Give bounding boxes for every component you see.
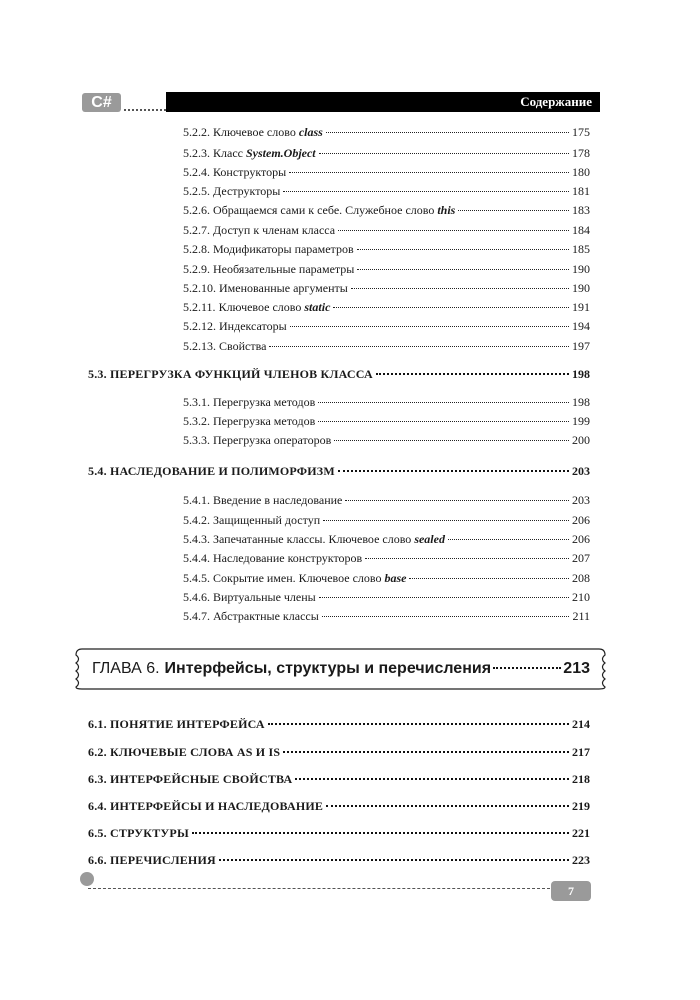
entry-keyword: base bbox=[384, 571, 407, 585]
entry-number: 5.2.3. bbox=[183, 146, 210, 160]
dot-leader bbox=[318, 421, 569, 422]
entry-title: Перегрузка методов bbox=[213, 395, 316, 409]
entry-title: Модификаторы параметров bbox=[213, 242, 354, 256]
section-page: 218 bbox=[572, 772, 590, 786]
dot-leader bbox=[493, 667, 561, 669]
toc-entry[interactable] bbox=[183, 339, 590, 354]
toc-section[interactable] bbox=[88, 799, 590, 814]
entry-number: 5.3.2. bbox=[183, 414, 210, 428]
dot-leader bbox=[338, 230, 569, 231]
dot-leader bbox=[458, 210, 569, 211]
toc-entry[interactable] bbox=[183, 493, 590, 508]
toc-entry[interactable] bbox=[183, 571, 590, 586]
entry-page: 199 bbox=[572, 414, 590, 428]
dot-leader bbox=[322, 616, 570, 617]
toc-section[interactable] bbox=[88, 745, 590, 760]
section-page: 219 bbox=[572, 799, 590, 813]
dot-leader bbox=[376, 373, 569, 375]
toc-section[interactable] bbox=[88, 464, 590, 479]
entry-number: 5.2.10. bbox=[183, 281, 216, 295]
section-page: 203 bbox=[572, 464, 590, 478]
footer-dashed-rule bbox=[88, 888, 550, 889]
entry-title: Защищенный доступ bbox=[213, 513, 321, 527]
language-badge: C# bbox=[82, 93, 121, 112]
entry-title: Необязательные параметры bbox=[213, 262, 355, 276]
entry-page: 181 bbox=[572, 184, 590, 198]
entry-number: 5.2.4. bbox=[183, 165, 210, 179]
entry-title: Ключевое слово bbox=[213, 125, 299, 139]
page-number: 7 bbox=[551, 881, 591, 901]
entry-title: Запечатанные классы. Ключевое слово bbox=[213, 532, 415, 546]
dot-leader bbox=[323, 520, 569, 521]
entry-keyword: class bbox=[298, 125, 323, 139]
entry-number: 5.4.1. bbox=[183, 493, 210, 507]
section-title: 6.4. ИНТЕРФЕЙСЫ И НАСЛЕДОВАНИЕ bbox=[88, 799, 324, 813]
dot-leader bbox=[268, 723, 569, 725]
section-title: 5.3. ПЕРЕГРУЗКА ФУНКЦИЙ ЧЛЕНОВ КЛАССА bbox=[88, 367, 373, 381]
entry-number: 5.2.2. bbox=[183, 125, 210, 139]
dot-leader bbox=[283, 751, 569, 753]
entry-page: 207 bbox=[572, 551, 590, 565]
entry-title: Класс bbox=[213, 146, 246, 160]
entry-title: Наследование конструкторов bbox=[213, 551, 363, 565]
toc-entry[interactable] bbox=[183, 242, 590, 257]
dot-leader bbox=[409, 578, 569, 579]
entry-title: Виртуальные члены bbox=[213, 590, 316, 604]
entry-keyword: sealed bbox=[414, 532, 445, 546]
entry-number: 5.2.7. bbox=[183, 223, 210, 237]
dot-leader bbox=[289, 172, 569, 173]
toc-entry[interactable] bbox=[183, 395, 590, 410]
section-page: 223 bbox=[572, 853, 590, 867]
entry-title: Ключевое слово bbox=[218, 300, 305, 314]
chapter-label: ГЛАВА 6. bbox=[92, 660, 160, 677]
dot-leader bbox=[338, 470, 569, 472]
dot-leader bbox=[283, 191, 569, 192]
chapter-page: 213 bbox=[563, 660, 590, 677]
toc-entry[interactable] bbox=[183, 146, 590, 161]
entry-number: 5.4.2. bbox=[183, 513, 210, 527]
entry-page: 198 bbox=[572, 395, 590, 409]
entry-keyword: static bbox=[304, 300, 331, 314]
dot-leader bbox=[219, 859, 569, 861]
section-title: 5.4. НАСЛЕДОВАНИЕ И ПОЛИМОРФИЗМ bbox=[88, 464, 335, 478]
section-page: 217 bbox=[572, 745, 590, 759]
entry-title: Конструкторы bbox=[213, 165, 287, 179]
dot-leader bbox=[345, 500, 569, 501]
entry-page: 210 bbox=[572, 590, 590, 604]
entry-number: 5.4.6. bbox=[183, 590, 210, 604]
toc-entry[interactable] bbox=[183, 551, 590, 566]
entry-page: 211 bbox=[572, 609, 590, 623]
entry-page: 200 bbox=[572, 433, 590, 447]
entry-page: 185 bbox=[572, 242, 590, 256]
toc-entry[interactable] bbox=[183, 609, 590, 624]
chapter-title: Интерфейсы, структуры и перечисления bbox=[164, 660, 492, 677]
entry-page: 190 bbox=[572, 262, 590, 276]
toc-entry[interactable] bbox=[183, 262, 590, 277]
entry-page: 206 bbox=[572, 532, 590, 546]
toc-entry[interactable] bbox=[183, 590, 590, 605]
dot-leader bbox=[334, 440, 569, 441]
toc-entry[interactable] bbox=[183, 319, 590, 334]
section-title: 6.3. ИНТЕРФЕЙСНЫЕ СВОЙСТВА bbox=[88, 772, 293, 786]
toc-section[interactable] bbox=[88, 367, 590, 382]
toc-entry[interactable] bbox=[183, 184, 590, 199]
toc-entry[interactable] bbox=[183, 433, 590, 448]
entry-number: 5.2.8. bbox=[183, 242, 210, 256]
entry-number: 5.3.3. bbox=[183, 433, 210, 447]
entry-page: 206 bbox=[572, 513, 590, 527]
entry-number: 5.4.4. bbox=[183, 551, 210, 565]
entry-title: Доступ к членам класса bbox=[213, 223, 336, 237]
entry-keyword: System.Object bbox=[245, 146, 316, 160]
toc-entry[interactable] bbox=[183, 300, 590, 315]
toc-section[interactable] bbox=[88, 853, 590, 868]
toc-section[interactable] bbox=[88, 717, 590, 732]
toc-entry[interactable] bbox=[183, 513, 590, 528]
section-page: 198 bbox=[572, 367, 590, 381]
section-page: 221 bbox=[572, 826, 590, 840]
entry-number: 5.4.3. bbox=[183, 532, 210, 546]
toc-entry[interactable] bbox=[183, 281, 590, 296]
section-page: 214 bbox=[572, 717, 590, 731]
entry-page: 178 bbox=[572, 146, 590, 160]
toc-entry[interactable] bbox=[183, 223, 590, 238]
entry-page: 184 bbox=[572, 223, 590, 237]
section-title: 6.5. СТРУКТУРЫ bbox=[88, 826, 189, 840]
header-bar bbox=[166, 92, 600, 112]
running-title: Содержание bbox=[520, 94, 592, 109]
entry-title: Перегрузка методов bbox=[213, 414, 316, 428]
toc-entry[interactable] bbox=[183, 532, 590, 547]
dot-leader bbox=[326, 805, 569, 807]
dot-leader bbox=[318, 402, 569, 403]
entry-title: Именованные аргументы bbox=[219, 281, 348, 295]
entry-keyword: this bbox=[437, 203, 456, 217]
entry-number: 5.2.6. bbox=[183, 203, 210, 217]
toc-entry[interactable] bbox=[183, 165, 590, 180]
entry-page: 208 bbox=[572, 571, 590, 585]
toc-entry[interactable] bbox=[183, 203, 590, 218]
entry-number: 5.3.1. bbox=[183, 395, 210, 409]
entry-title: Деструкторы bbox=[213, 184, 281, 198]
chapter-heading[interactable] bbox=[92, 660, 590, 678]
entry-page: 183 bbox=[572, 203, 590, 217]
entry-page: 180 bbox=[572, 165, 590, 179]
entry-number: 5.2.13. bbox=[183, 339, 216, 353]
dot-leader bbox=[295, 778, 569, 780]
entry-number: 5.2.9. bbox=[183, 262, 210, 276]
entry-title: Индексаторы bbox=[219, 319, 287, 333]
entry-page: 203 bbox=[572, 493, 590, 507]
header-dotted-rule bbox=[124, 109, 166, 111]
dot-leader bbox=[290, 326, 569, 327]
dot-leader bbox=[357, 249, 569, 250]
dot-leader bbox=[351, 288, 569, 289]
dot-leader bbox=[319, 597, 569, 598]
section-title: 6.6. ПЕРЕЧИСЛЕНИЯ bbox=[88, 853, 216, 867]
footer-circle-marker bbox=[80, 872, 94, 886]
toc-section[interactable] bbox=[88, 826, 590, 841]
entry-page: 191 bbox=[572, 300, 590, 314]
entry-page: 194 bbox=[572, 319, 590, 333]
toc-entry[interactable] bbox=[183, 125, 590, 140]
toc-entry[interactable] bbox=[183, 414, 590, 429]
entry-page: 175 bbox=[572, 125, 590, 139]
dot-leader bbox=[448, 539, 569, 540]
entry-number: 5.2.5. bbox=[183, 184, 210, 198]
entry-title: Сокрытие имен. Ключевое слово bbox=[213, 571, 385, 585]
dot-leader bbox=[192, 832, 569, 834]
section-title: 6.2. КЛЮЧЕВЫЕ СЛОВА AS И IS bbox=[88, 745, 281, 759]
entry-number: 5.4.7. bbox=[183, 609, 210, 623]
dot-leader bbox=[319, 153, 569, 154]
dot-leader bbox=[333, 307, 569, 308]
section-title: 6.1. ПОНЯТИЕ ИНТЕРФЕЙСА bbox=[88, 717, 265, 731]
entry-title: Свойства bbox=[219, 339, 267, 353]
entry-number: 5.4.5. bbox=[183, 571, 210, 585]
entry-title: Перегрузка операторов bbox=[213, 433, 332, 447]
entry-number: 5.2.12. bbox=[183, 319, 216, 333]
dot-leader bbox=[365, 558, 569, 559]
entry-title: Абстрактные классы bbox=[213, 609, 319, 623]
toc-section[interactable] bbox=[88, 772, 590, 787]
dot-leader bbox=[269, 346, 569, 347]
entry-title: Введение в наследование bbox=[213, 493, 343, 507]
entry-page: 190 bbox=[572, 281, 590, 295]
entry-page: 197 bbox=[572, 339, 590, 353]
dot-leader bbox=[357, 269, 569, 270]
entry-number: 5.2.11. bbox=[183, 300, 216, 314]
entry-title: Обращаемся сами к себе. Служебное слово bbox=[213, 203, 438, 217]
dot-leader bbox=[326, 132, 569, 133]
